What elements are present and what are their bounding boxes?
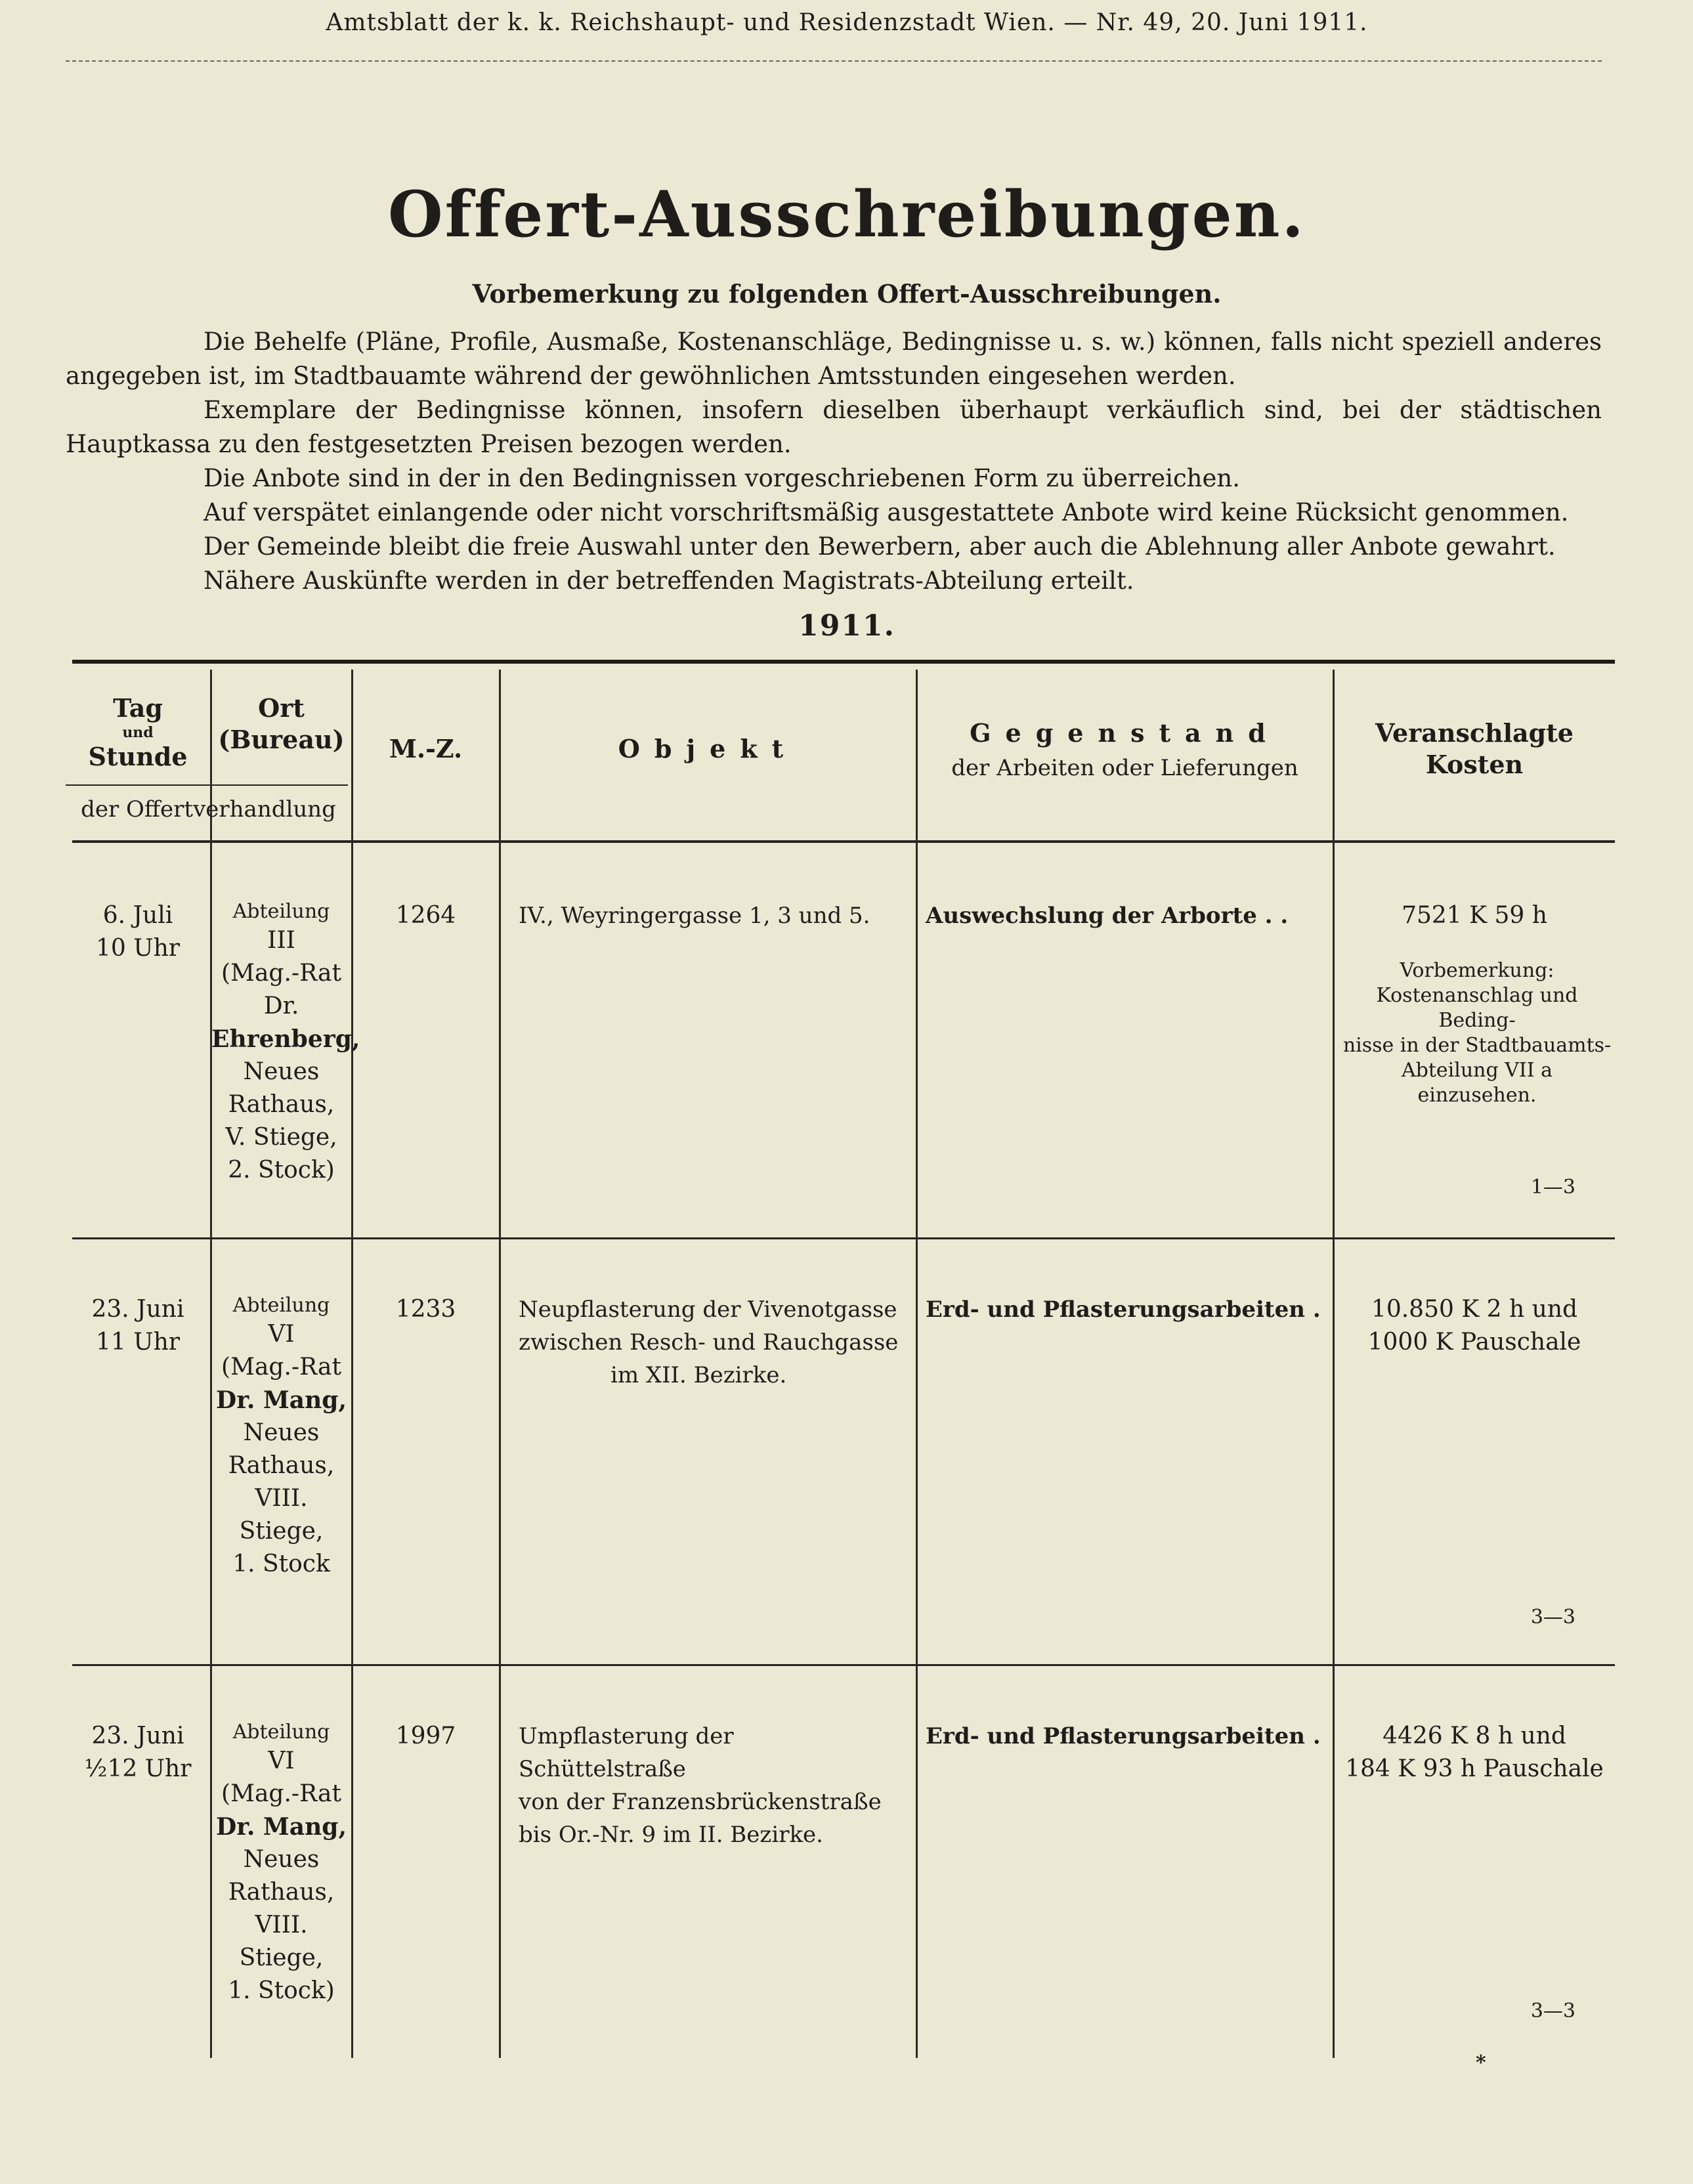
- row3-kosten: [1334, 1720, 1615, 1786]
- row2-office-line: 1. Stock: [232, 1551, 330, 1577]
- row1-objekt-line: IV., Weyringergasse 1, 3 und 5.: [519, 903, 870, 929]
- row2-office: [211, 1293, 351, 1581]
- header-tag: [66, 693, 210, 773]
- offer-table: [66, 660, 1615, 2058]
- row1-remark-line: Abteilung VII a einzusehen.: [1401, 1059, 1553, 1107]
- row1-kosten: [1334, 899, 1615, 932]
- row1-office-line: Abteilung: [232, 900, 330, 923]
- row1-mz: 1264: [395, 902, 456, 929]
- row3-office-line: Neues: [243, 1846, 320, 1873]
- row3-date-time: ½12 Uhr: [84, 1755, 192, 1782]
- row1-office-line: Rathaus,: [228, 1091, 335, 1118]
- row1-fraction: 1—3: [1530, 1176, 1575, 1199]
- row2-gegenstand: Erd- und Pflasterungsarbeiten .: [926, 1296, 1321, 1323]
- row1-office-line: Dr.: [263, 993, 299, 1019]
- date-office-split-rule: [66, 784, 348, 786]
- header-ort-label: Ort: [258, 693, 305, 723]
- row1-office: [211, 899, 360, 1187]
- row-divider-2: [72, 1664, 1615, 1666]
- row3-objekt-line: von der Franzensbrückenstraße: [519, 1789, 882, 1815]
- row2-date-time: 11 Uhr: [96, 1329, 180, 1356]
- running-head: Amtsblatt der k. k. Reichshaupt- und Residenzstadt Wien. — Nr. 49, 20. Juni 1911.: [326, 9, 1368, 36]
- header-kosten-line2: Kosten: [1425, 750, 1524, 779]
- row2-office-line: Neues: [243, 1419, 320, 1446]
- row1-date-time: 10 Uhr: [96, 935, 180, 962]
- col-divider-5: [1333, 670, 1335, 2058]
- row1-gegenstand: Auswechslung der Arborte . .: [926, 903, 1289, 929]
- paragraph-auswahl: Der Gemeinde bleibt die freie Auswahl unter den Bewerbern, aber auch die Ablehnung aller Anbote gewahrt.: [204, 532, 1556, 561]
- row3-office-line: Rathaus,: [228, 1879, 335, 1906]
- row2-objekt-line: Neupflasterung der Vivenotgasse: [519, 1296, 897, 1323]
- row3-office-line: (Mag.-Rat: [221, 1780, 341, 1807]
- row3-kosten-line: 184 K 93 h Pauschale: [1345, 1755, 1604, 1782]
- row2-office-line: (Mag.-Rat: [221, 1354, 341, 1381]
- row1-office-line: Ehrenberg,: [211, 1025, 360, 1053]
- row3-office-line: 1. Stock): [228, 1977, 335, 2004]
- header-bottom-rule: [72, 840, 1615, 843]
- header-ort: [211, 693, 351, 756]
- row2-objekt-line: im XII. Bezirke.: [611, 1362, 787, 1388]
- subtitle: Vorbemerkung zu folgenden Offert-Ausschreibungen.: [472, 279, 1222, 309]
- header-tag-label: Tag: [113, 693, 163, 723]
- row2-office-line: VI: [268, 1321, 295, 1348]
- row2-fraction: 3—3: [1530, 1606, 1575, 1629]
- year-heading: 1911.: [798, 609, 895, 643]
- row3-kosten-line: 4426 K 8 h und: [1382, 1723, 1566, 1749]
- row3-date-day: 23. Juni: [91, 1723, 184, 1749]
- paragraph-verspaetet: Auf verspätet einlangende oder nicht vorschriftsmäßig ausgestattete Anbote wird keine Rücksicht genommen.: [204, 498, 1569, 526]
- row3-office-line: Dr. Mang,: [215, 1813, 347, 1841]
- col-divider-2: [351, 670, 353, 2058]
- paragraph-anbote: Die Anbote sind in der in den Bedingnissen vorgeschriebenen Form zu überreichen.: [204, 464, 1240, 492]
- row3-mz: 1997: [395, 1723, 456, 1749]
- row2-objekt: [519, 1293, 906, 1392]
- row2-office-line: Dr. Mang,: [215, 1386, 347, 1414]
- row1-date-day: 6. Juli: [102, 902, 173, 929]
- row3-office-line: VI: [268, 1747, 295, 1774]
- row3-office-line: Abteilung: [232, 1721, 330, 1744]
- row3-objekt-line: Umpflasterung der Schüttelstraße: [519, 1723, 734, 1782]
- row-divider-1: [72, 1237, 1615, 1239]
- row3-date: [66, 1720, 210, 1786]
- row3-office-line: Stiege,: [239, 1944, 324, 1971]
- header-objekt: Objekt: [618, 734, 798, 763]
- header-offertverhandlung: der Offertverhandlung: [81, 796, 336, 823]
- row2-office-line: Stiege,: [239, 1518, 324, 1545]
- row1-office-line: III: [267, 927, 295, 954]
- header-bureau-label: (Bureau): [218, 725, 345, 754]
- row1-date: [66, 899, 210, 965]
- row3-gegenstand: Erd- und Pflasterungsarbeiten .: [926, 1723, 1321, 1749]
- row3-office-line: VIII.: [255, 1912, 308, 1938]
- row1-remark: [1339, 958, 1615, 1108]
- header-und-label: und: [122, 724, 154, 741]
- row1-office-line: 2. Stock): [228, 1157, 335, 1184]
- row2-objekt-line: zwischen Resch- und Rauchgasse: [519, 1329, 899, 1356]
- paragraph-exemplare: Exemplare der Bedingnisse können, insofern dieselben überhaupt verkäuflich sind, bei der städtischen Hauptkassa zu den festgesetzten Preisen bezogen werden.: [66, 396, 1602, 458]
- row2-kosten: [1334, 1293, 1615, 1359]
- row2-mz: 1233: [395, 1296, 456, 1323]
- header-gegenstand: Gegenstand: [970, 718, 1280, 748]
- header-kosten: [1334, 717, 1615, 781]
- table-top-rule: [72, 660, 1615, 664]
- header-gegenstand-sub: der Arbeiten oder Lieferungen: [951, 755, 1298, 781]
- page-title: Offert-Ausschreibungen.: [388, 177, 1306, 251]
- row2-office-line: Rathaus,: [228, 1452, 335, 1479]
- col-divider-3: [499, 670, 501, 2058]
- row1-remark-line: Vorbemerkung:: [1400, 959, 1554, 982]
- head-rule: [66, 60, 1602, 62]
- row1-kosten-line: 7521 K 59 h: [1402, 902, 1547, 929]
- paragraph-auskuenfte: Nähere Auskünfte werden in der betreffenden Magistrats-Abteilung erteilt.: [204, 567, 1134, 595]
- footer-mark: *: [1476, 2051, 1486, 2074]
- row1-remark-line: nisse in der Stadtbauamts-: [1342, 1034, 1612, 1057]
- row2-office-line: Abteilung: [232, 1294, 330, 1317]
- row2-kosten-line: 1000 K Pauschale: [1367, 1329, 1581, 1356]
- row2-kosten-line: 10.850 K 2 h und: [1371, 1296, 1578, 1323]
- row3-objekt: [519, 1720, 906, 1851]
- col-divider-4: [916, 670, 918, 2058]
- header-mz: M.-Z.: [389, 734, 463, 763]
- row2-date-day: 23. Juni: [91, 1296, 184, 1323]
- row1-office-line: V. Stiege,: [225, 1124, 337, 1151]
- row2-office-line: VIII.: [255, 1485, 308, 1512]
- row3-office: [211, 1720, 351, 2007]
- row1-objekt: [519, 899, 906, 932]
- row1-office-line: Neues: [243, 1058, 320, 1085]
- row3-fraction: 3—3: [1530, 2000, 1575, 2023]
- row3-objekt-line: bis Or.-Nr. 9 im II. Bezirke.: [519, 1822, 823, 1848]
- header-kosten-line1: Veranschlagte: [1375, 718, 1574, 748]
- header-stunde-label: Stunde: [88, 742, 188, 771]
- paragraph-behelfe: Die Behelfe (Pläne, Profile, Ausmaße, Kostenanschläge, Bedingnisse u. s. w.) können, falls nicht speziell anderes angegeben ist, im Stadtbauamte während der gewöhnlichen Amtsstunden eingesehen werden.: [66, 328, 1602, 390]
- row2-date: [66, 1293, 210, 1359]
- row1-office-line: (Mag.-Rat: [221, 960, 341, 987]
- row1-remark-line: Kostenanschlag und Beding-: [1376, 984, 1578, 1032]
